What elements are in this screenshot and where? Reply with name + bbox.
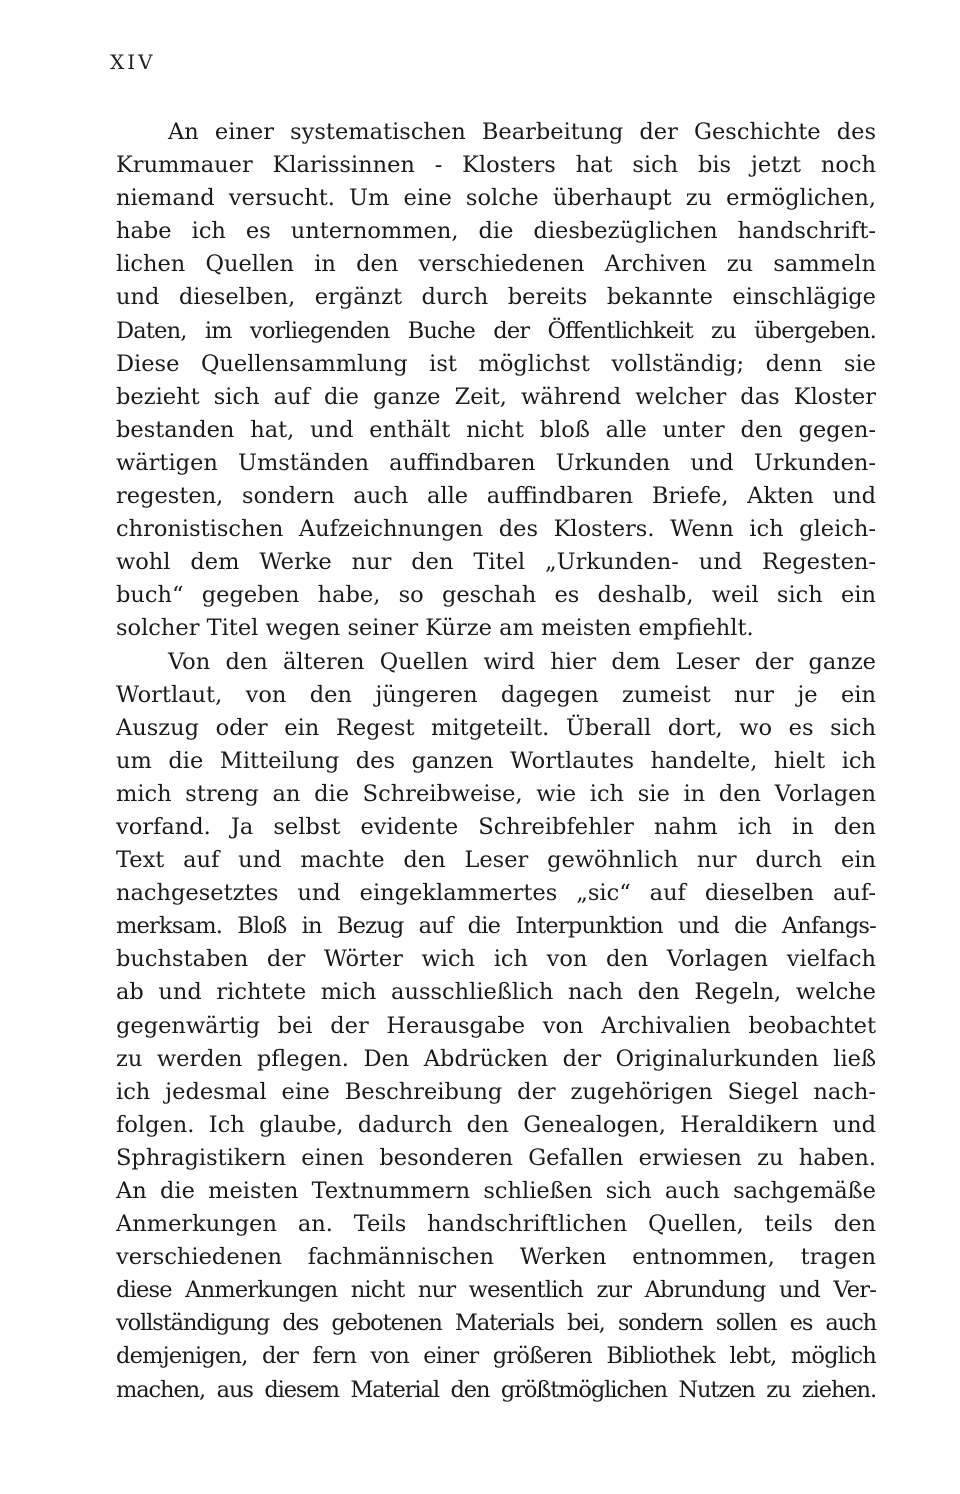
paragraph-2	[116, 646, 876, 1407]
text-line: wohl dem Werke nur den Titel „Urkunden- und Regesten-	[116, 549, 876, 576]
text-line: bestanden hat, und enthält nicht bloß alle unter den gegen-	[116, 416, 876, 443]
text-line: solcher Titel wegen seiner Kürze am meisten empfiehlt.	[116, 615, 754, 642]
text-line: chronistischen Aufzeichnungen des Klosters. Wenn ich gleich-	[116, 516, 876, 543]
text-line: nachgesetztes und eingeklammertes „sic“ auf dieselben auf-	[116, 880, 876, 907]
text-line: verschiedenen fachmännischen Werken entnommen, tragen	[116, 1244, 876, 1271]
paragraph-1	[116, 116, 876, 646]
text-line: vorfand. Ja selbst evidente Schreibfehler nahm ich in den	[116, 813, 876, 840]
page-number: XIV	[110, 50, 156, 74]
text-line: und dieselben, ergänzt durch bereits bekannte einschlägige	[116, 284, 876, 311]
text-line: machen, aus diesem Material den größtmöglichen Nutzen zu ziehen.	[116, 1376, 876, 1403]
text-line: mich streng an die Schreibweise, wie ich sie in den Vorlagen	[116, 780, 876, 807]
text-line: niemand versucht. Um eine solche überhaupt zu ermöglichen,	[116, 185, 876, 212]
text-line: ich jedesmal eine Beschreibung der zugehörigen Siegel nach-	[116, 1078, 876, 1105]
text-line: lichen Quellen in den verschiedenen Archiven zu sammeln	[116, 251, 876, 278]
text-line: Daten, im vorliegenden Buche der Öffentlichkeit zu übergeben.	[116, 317, 876, 344]
text-line: Krummauer Klarissinnen - Klosters hat sich bis jetzt noch	[116, 152, 876, 179]
text-line: merksam. Bloß in Bezug auf die Interpunktion und die Anfangs-	[116, 913, 876, 940]
text-line: gegenwärtig bei der Herausgabe von Archivalien beobachtet	[116, 1012, 876, 1039]
text-line: habe ich es unternommen, die diesbezüglichen handschrift-	[116, 218, 876, 245]
text-line: An einer systematischen Bearbeitung der Geschichte des	[168, 119, 876, 145]
text-line: wärtigen Umständen auffindbaren Urkunden und Urkunden-	[116, 449, 876, 476]
text-line: buch“ gegeben habe, so geschah es deshalb, weil sich ein	[116, 582, 876, 609]
text-line: ab und richtete mich ausschließlich nach den Regeln, welche	[116, 979, 876, 1006]
text-line: zu werden pflegen. Den Abdrücken der Originalurkunden ließ	[116, 1045, 876, 1072]
text-line: folgen. Ich glaube, dadurch den Genealogen, Heraldikern und	[116, 1111, 876, 1138]
text-line: Von den älteren Quellen wird hier dem Leser der ganze	[168, 648, 876, 675]
text-line: Auszug oder ein Regest mitgeteilt. Überall dort, wo es sich	[116, 714, 876, 741]
text-line: Text auf und machte den Leser gewöhnlich nur durch ein	[116, 847, 876, 874]
text-line: Diese Quellensammlung ist möglichst vollständig; denn sie	[116, 350, 876, 377]
text-line: Wortlaut, von den jüngeren dagegen zumeist nur je ein	[116, 681, 876, 708]
text-line: diese Anmerkungen nicht nur wesentlich zur Abrundung und Ver-	[116, 1277, 876, 1304]
text-line: regesten, sondern auch alle auffindbaren Briefe, Akten und	[116, 483, 876, 510]
body-text	[116, 116, 876, 1407]
text-line: um die Mitteilung des ganzen Wortlautes handelte, hielt ich	[116, 747, 876, 774]
text-line: buchstaben der Wörter wich ich von den Vorlagen vielfach	[116, 946, 876, 973]
text-line: An die meisten Textnummern schließen sich auch sachgemäße	[116, 1178, 876, 1204]
text-line: Anmerkungen an. Teils handschriftlichen Quellen, teils den	[116, 1211, 876, 1238]
text-line: bezieht sich auf die ganze Zeit, während welcher das Kloster	[116, 383, 876, 410]
text-line: demjenigen, der fern von einer größeren Bibliothek lebt, möglich	[116, 1343, 876, 1370]
text-line: vollständigung des gebotenen Materials bei, sondern sollen es auch	[116, 1310, 876, 1337]
text-line: Sphragistikern einen besonderen Gefallen erwiesen zu haben.	[116, 1144, 876, 1171]
